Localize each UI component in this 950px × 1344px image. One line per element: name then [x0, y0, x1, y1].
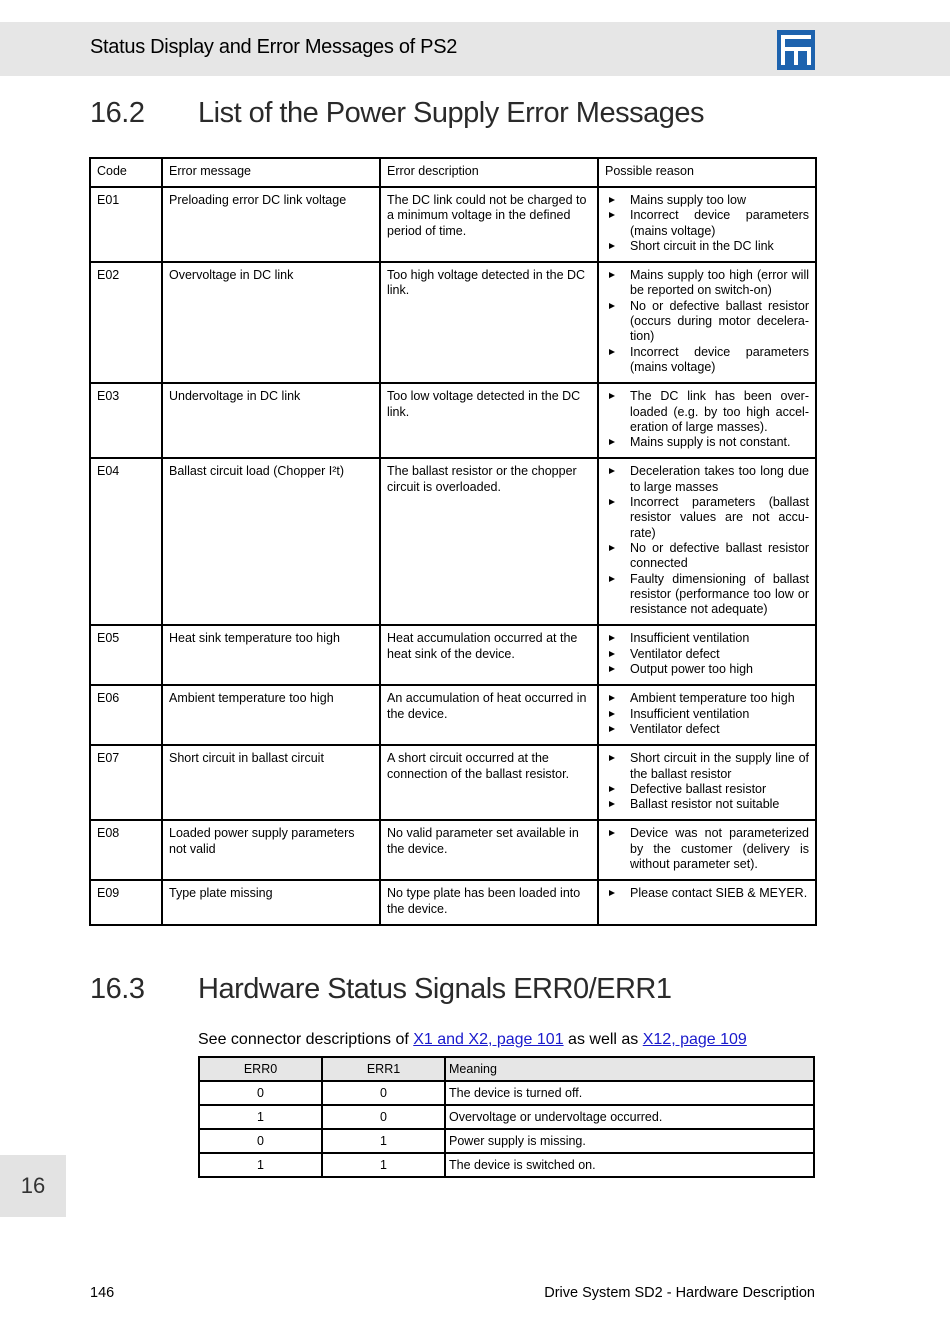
table-header-row [90, 158, 816, 187]
table-row [199, 1129, 814, 1153]
sieb-meyer-logo-icon [777, 30, 815, 70]
status-signals-table [198, 1056, 815, 1178]
error-message: Type plate missing [162, 880, 380, 925]
err1-value: 1 [322, 1129, 445, 1153]
err0-value: 0 [199, 1129, 322, 1153]
error-description: The ballast resistor or the chopper circuit is overloaded. [380, 458, 598, 625]
err0-value: 1 [199, 1105, 322, 1129]
page-header-title: Status Display and Error Messages of PS2 [90, 36, 458, 58]
error-code: E08 [90, 820, 162, 880]
table-row [90, 685, 816, 745]
table-row [199, 1153, 814, 1177]
error-messages-table [89, 157, 817, 926]
list-item: Ballast resistor not suitable [605, 797, 809, 812]
section-title: List of the Power Supply Error Messages [198, 97, 704, 129]
possible-reasons [598, 262, 816, 383]
list-item: Mains supply too high (error will be reported on switch-on) [605, 268, 809, 299]
list-item: Deceleration takes too long due to large masses [605, 464, 809, 495]
list-item: Short circuit in the DC link [605, 239, 809, 254]
section-heading-16-2 [90, 97, 704, 130]
table-row [90, 383, 816, 458]
err1-value: 0 [322, 1105, 445, 1129]
table-row [90, 458, 816, 625]
possible-reasons [598, 685, 816, 745]
list-item: Insufficient ventilation [605, 707, 809, 722]
error-code: E03 [90, 383, 162, 458]
err0-value: 0 [199, 1081, 322, 1105]
possible-reasons [598, 880, 816, 925]
error-code: E07 [90, 745, 162, 820]
link-x12[interactable]: X12, page 109 [642, 1031, 747, 1048]
list-item: The DC link has been over-loaded (e.g. by too high accel-eration of large masses). [605, 389, 809, 435]
column-header-err0: ERR0 [199, 1057, 322, 1081]
table-row [90, 880, 816, 925]
table-row [90, 625, 816, 685]
section-heading-16-3 [90, 973, 671, 1006]
error-code: E04 [90, 458, 162, 625]
list-item: Faulty dimensioning of ballast resistor (performance too low or resistance not adequate) [605, 572, 809, 618]
possible-reasons [598, 745, 816, 820]
error-description: No valid parameter set available in the device. [380, 820, 598, 880]
meaning: The device is turned off. [445, 1081, 814, 1105]
list-item: Please contact SIEB & MEYER. [605, 886, 809, 901]
table-row [90, 262, 816, 383]
error-message: Ballast circuit load (Chopper I²t) [162, 458, 380, 625]
list-item: Insufficient ventilation [605, 631, 809, 646]
list-item: Incorrect parameters (ballast resistor values are not accu-rate) [605, 495, 809, 541]
list-item: Ventilator defect [605, 722, 809, 737]
err1-value: 1 [322, 1153, 445, 1177]
connector-reference-text [198, 1031, 747, 1049]
possible-reasons [598, 383, 816, 458]
list-item: Short circuit in the supply line of the ballast resistor [605, 751, 809, 782]
section-title: Hardware Status Signals ERR0/ERR1 [198, 973, 672, 1005]
table-header-row [199, 1057, 814, 1081]
error-description: The DC link could not be charged to a minimum voltage in the defined period of time. [380, 187, 598, 262]
list-item: Mains supply too low [605, 193, 809, 208]
list-item: Ambient temperature too high [605, 691, 809, 706]
possible-reasons [598, 820, 816, 880]
error-description: An accumulation of heat occurred in the device. [380, 685, 598, 745]
possible-reasons [598, 458, 816, 625]
error-description: Too low voltage detected in the DC link. [380, 383, 598, 458]
list-item: No or defective ballast resistor (occurs during motor decelera-tion) [605, 299, 809, 345]
table-row [90, 187, 816, 262]
error-message: Undervoltage in DC link [162, 383, 380, 458]
error-code: E09 [90, 880, 162, 925]
list-item: Incorrect device parameters (mains voltage) [605, 208, 809, 239]
list-item: No or defective ballast resistor connected [605, 541, 809, 572]
error-message: Preloading error DC link voltage [162, 187, 380, 262]
table-row [90, 820, 816, 880]
column-header-error-message: Error message [162, 158, 380, 187]
error-description: No type plate has been loaded into the device. [380, 880, 598, 925]
error-code: E02 [90, 262, 162, 383]
error-message: Loaded power supply parameters not valid [162, 820, 380, 880]
link-x1-x2[interactable]: X1 and X2, page 101 [413, 1031, 564, 1048]
column-header-error-description: Error description [380, 158, 598, 187]
list-item: Mains supply is not constant. [605, 435, 809, 450]
chapter-tab: 16 [0, 1155, 66, 1217]
table-row [90, 745, 816, 820]
table-row [199, 1105, 814, 1129]
error-description: A short circuit occurred at the connection of the ballast resistor. [380, 745, 598, 820]
document-title: Drive System SD2 - Hardware Description [544, 1285, 815, 1301]
page-number: 146 [90, 1285, 115, 1301]
error-code: E06 [90, 685, 162, 745]
column-header-meaning: Meaning [445, 1057, 814, 1081]
reference-prefix: See connector descriptions of [198, 1031, 414, 1048]
error-message: Short circuit in ballast circuit [162, 745, 380, 820]
meaning: The device is switched on. [445, 1153, 814, 1177]
error-code: E01 [90, 187, 162, 262]
error-description: Too high voltage detected in the DC link. [380, 262, 598, 383]
section-number: 16.3 [90, 973, 145, 1005]
error-message: Overvoltage in DC link [162, 262, 380, 383]
error-description: Heat accumulation occurred at the heat sink of the device. [380, 625, 598, 685]
list-item: Defective ballast resistor [605, 782, 809, 797]
error-message: Ambient temperature too high [162, 685, 380, 745]
list-item: Output power too high [605, 662, 809, 677]
reference-middle: as well as [563, 1031, 643, 1048]
error-message: Heat sink temperature too high [162, 625, 380, 685]
column-header-code: Code [90, 158, 162, 187]
table-row [199, 1081, 814, 1105]
list-item: Device was not parameterized by the customer (delivery is without parameter set). [605, 826, 809, 872]
possible-reasons [598, 187, 816, 262]
err0-value: 1 [199, 1153, 322, 1177]
column-header-err1: ERR1 [322, 1057, 445, 1081]
err1-value: 0 [322, 1081, 445, 1105]
column-header-possible-reason: Possible reason [598, 158, 816, 187]
error-code: E05 [90, 625, 162, 685]
meaning: Power supply is missing. [445, 1129, 814, 1153]
possible-reasons [598, 625, 816, 685]
meaning: Overvoltage or undervoltage occurred. [445, 1105, 814, 1129]
list-item: Ventilator defect [605, 647, 809, 662]
list-item: Incorrect device parameters (mains voltage) [605, 345, 809, 376]
section-number: 16.2 [90, 97, 145, 129]
